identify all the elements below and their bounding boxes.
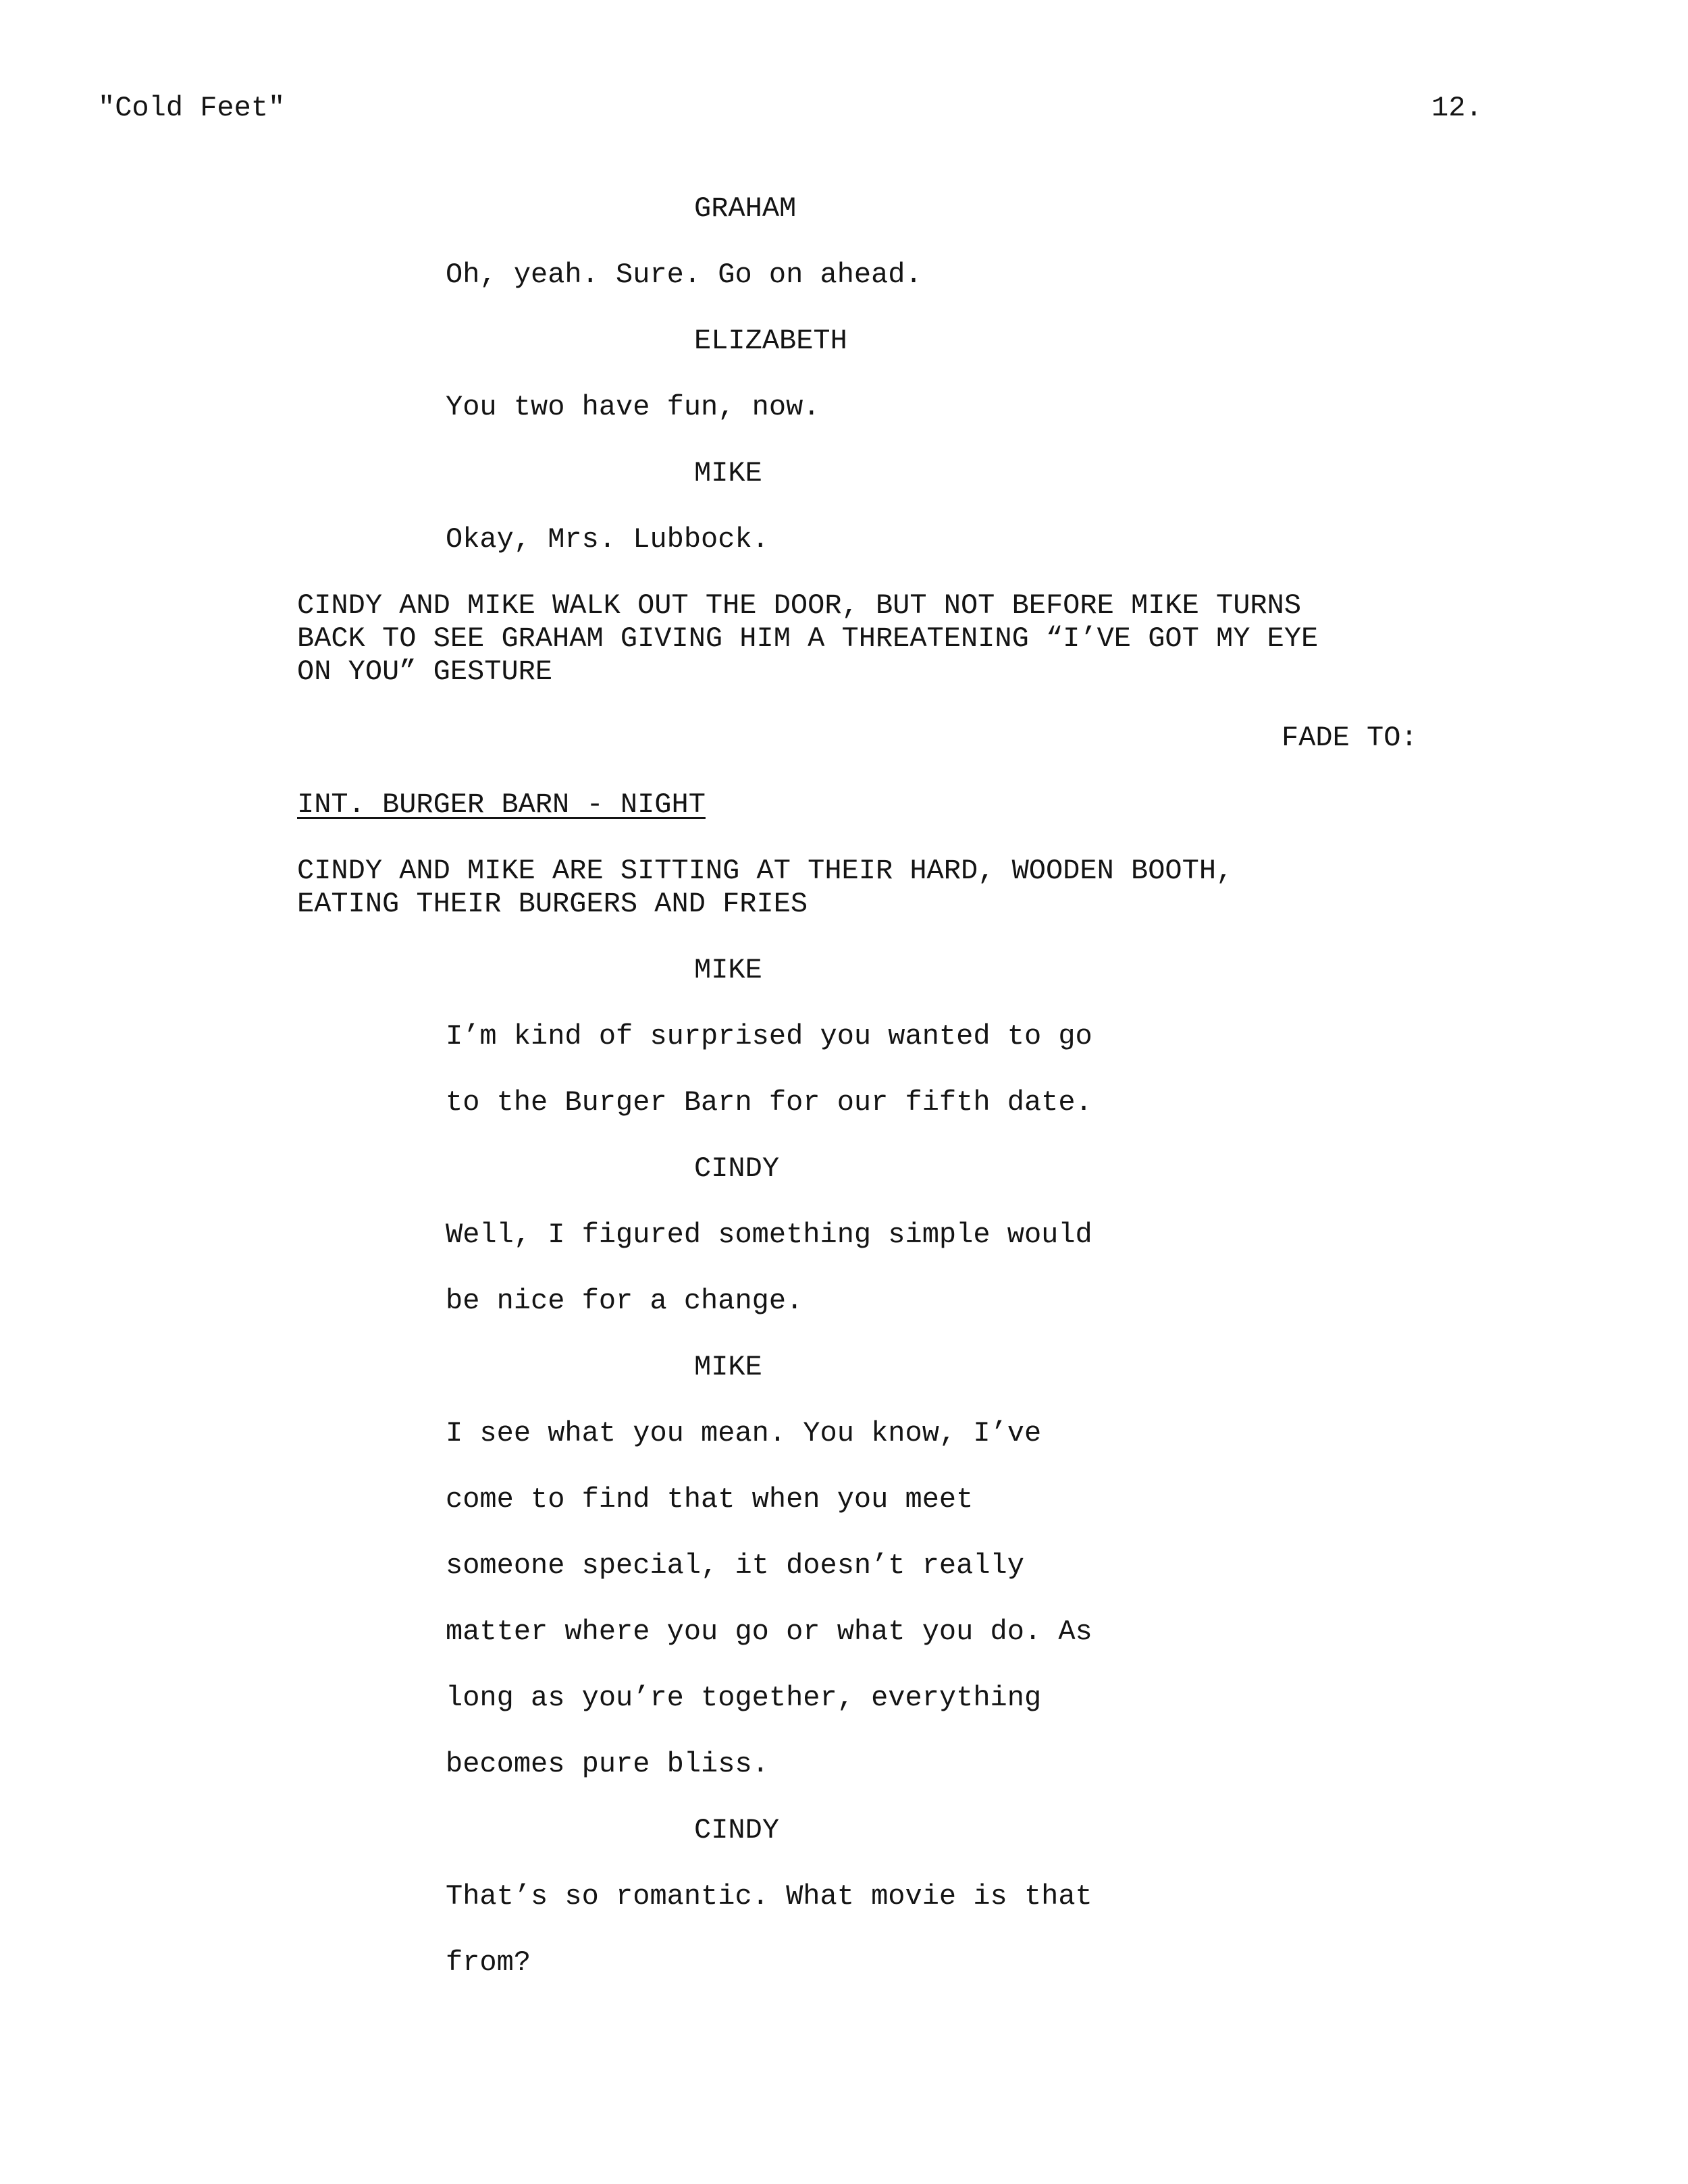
scene-heading: INT. BURGER BARN - NIGHT bbox=[297, 789, 706, 821]
action-line: CINDY AND MIKE ARE SITTING AT THEIR HARD, WOODEN BOOTH, EATING THEIR BURGERS AND FRIES bbox=[297, 855, 1234, 920]
dialogue-line: from? bbox=[446, 1946, 531, 1979]
dialogue-line: I’m kind of surprised you wanted to go bbox=[446, 1020, 1092, 1053]
dialogue-line: Well, I figured something simple would bbox=[446, 1219, 1092, 1251]
character-name: MIKE bbox=[694, 954, 762, 986]
action-line: CINDY AND MIKE WALK OUT THE DOOR, BUT NOT BEFORE MIKE TURNS BACK TO SEE GRAHAM GIVING HIM A THREATENING “I’VE GOT MY EYE ON YOU” GESTURE bbox=[297, 589, 1319, 688]
dialogue-line: That’s so romantic. What movie is that bbox=[446, 1880, 1092, 1913]
character-name: MIKE bbox=[694, 1351, 762, 1383]
script-title: "Cold Feet" bbox=[98, 92, 286, 124]
dialogue-line: someone special, it doesn’t really bbox=[446, 1549, 1024, 1582]
character-name: CINDY bbox=[694, 1814, 780, 1846]
transition: FADE TO: bbox=[1282, 722, 1418, 754]
dialogue-line: matter where you go or what you do. As bbox=[446, 1616, 1092, 1648]
dialogue-line: I see what you mean. You know, I’ve bbox=[446, 1417, 1042, 1449]
character-name: CINDY bbox=[694, 1152, 780, 1185]
dialogue-line: to the Burger Barn for our fifth date. bbox=[446, 1086, 1092, 1119]
dialogue-line: You two have fun, now. bbox=[446, 391, 820, 423]
dialogue-line: Oh, yeah. Sure. Go on ahead. bbox=[446, 259, 922, 291]
character-name: ELIZABETH bbox=[694, 325, 847, 357]
dialogue-line: Okay, Mrs. Lubbock. bbox=[446, 523, 769, 556]
dialogue-line: come to find that when you meet bbox=[446, 1483, 974, 1516]
page-number: 12. bbox=[1431, 92, 1483, 124]
dialogue-line: becomes pure bliss. bbox=[446, 1748, 769, 1780]
character-name: GRAHAM bbox=[694, 192, 797, 225]
dialogue-line: be nice for a change. bbox=[446, 1285, 803, 1317]
dialogue-line: long as you’re together, everything bbox=[446, 1682, 1042, 1714]
character-name: MIKE bbox=[694, 457, 762, 489]
